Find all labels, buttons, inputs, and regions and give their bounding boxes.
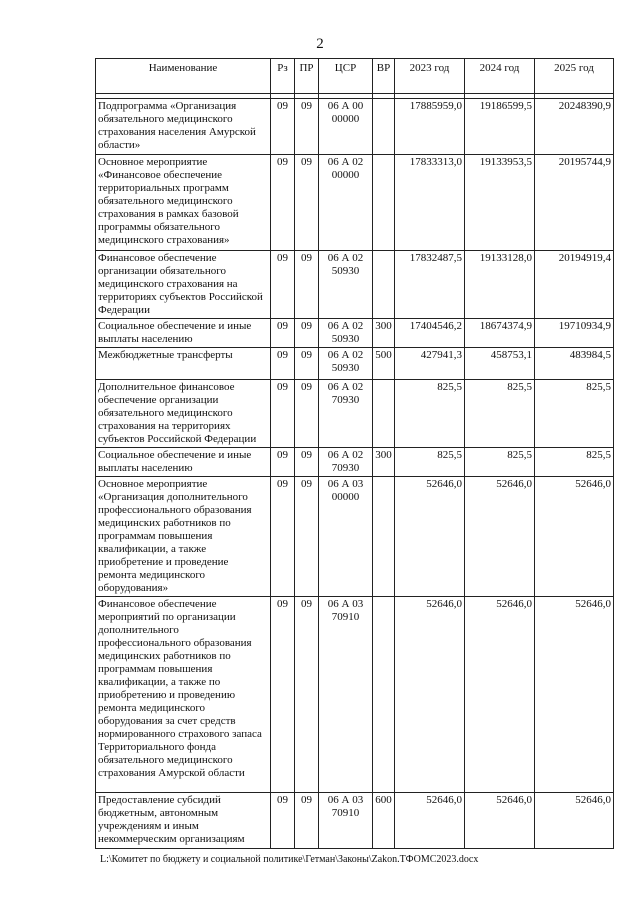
row-vr: 300 (373, 319, 395, 348)
table-row (96, 319, 614, 348)
table-row (96, 597, 614, 793)
row-name: Подпрограмма «Организация обязательного медицинского страхования населения Амурской области» (96, 99, 271, 155)
row-value-2024: 458753,1 (465, 348, 535, 380)
row-csr: 06 А 02 50930 (319, 251, 373, 319)
row-csr: 06 А 02 50930 (319, 319, 373, 348)
row-value-2025: 52646,0 (535, 793, 614, 849)
row-rz: 09 (271, 448, 295, 477)
row-value-2025: 825,5 (535, 380, 614, 448)
row-rz: 09 (271, 348, 295, 380)
row-pr: 09 (295, 99, 319, 155)
row-value-2023: 17833313,0 (395, 155, 465, 251)
table-row (96, 793, 614, 849)
row-value-2024: 19186599,5 (465, 99, 535, 155)
row-rz: 09 (271, 597, 295, 793)
table-header-row (96, 59, 614, 94)
row-pr: 09 (295, 155, 319, 251)
header-rz: Рз (271, 59, 295, 94)
row-value-2024: 18674374,9 (465, 319, 535, 348)
footer-file-path: L:\Комитет по бюджету и социальной политике\Гетман\Законы\Zakon.ТФОМС2023.docx (100, 854, 479, 865)
row-vr: 300 (373, 448, 395, 477)
header-vr: ВР (373, 59, 395, 94)
row-rz: 09 (271, 251, 295, 319)
row-vr: 600 (373, 793, 395, 849)
row-value-2023: 52646,0 (395, 477, 465, 597)
row-vr: 500 (373, 348, 395, 380)
row-name: Основное мероприятие «Организация дополнительного профессионального образования медицинских работников по программам повышения квалификации, а также приобретение и проведение ремонта медицинского оборудования» (96, 477, 271, 597)
row-value-2024: 825,5 (465, 380, 535, 448)
row-name: Дополнительное финансовое обеспечение организации обязательного медицинского страхования на территориях субъектов Российской Федерации (96, 380, 271, 448)
page-number: 2 (316, 36, 324, 52)
table-row (96, 251, 614, 319)
header-pr: ПР (295, 59, 319, 94)
row-csr: 06 А 03 00000 (319, 477, 373, 597)
row-rz: 09 (271, 155, 295, 251)
row-csr: 06 А 02 50930 (319, 348, 373, 380)
row-name: Основное мероприятие «Финансовое обеспечение территориальных программ обязательного медицинского страхования в рамках базовой программы обязательного медицинского страхования» (96, 155, 271, 251)
row-csr: 06 А 00 00000 (319, 99, 373, 155)
row-value-2025: 483984,5 (535, 348, 614, 380)
row-pr: 09 (295, 793, 319, 849)
row-name: Предоставление субсидий бюджетным, автономным учреждениям и иным некоммерческим организациям (96, 793, 271, 849)
header-2024: 2024 год (465, 59, 535, 94)
row-value-2024: 52646,0 (465, 793, 535, 849)
row-value-2025: 19710934,9 (535, 319, 614, 348)
row-value-2024: 19133128,0 (465, 251, 535, 319)
table-row (96, 477, 614, 597)
row-value-2025: 825,5 (535, 448, 614, 477)
row-vr (373, 597, 395, 793)
row-csr: 06 А 02 70930 (319, 448, 373, 477)
row-pr: 09 (295, 448, 319, 477)
table-row (96, 348, 614, 380)
row-csr: 06 А 03 70910 (319, 793, 373, 849)
row-name: Финансовое обеспечение организации обязательного медицинского страхования на территориях субъектов Российской Федерации (96, 251, 271, 319)
header-2025: 2025 год (535, 59, 614, 94)
table-row (96, 99, 614, 155)
budget-table (95, 58, 614, 849)
row-value-2024: 825,5 (465, 448, 535, 477)
row-value-2023: 52646,0 (395, 597, 465, 793)
row-value-2023: 825,5 (395, 380, 465, 448)
row-value-2023: 427941,3 (395, 348, 465, 380)
row-rz: 09 (271, 793, 295, 849)
row-value-2025: 52646,0 (535, 477, 614, 597)
row-csr: 06 А 02 00000 (319, 155, 373, 251)
row-pr: 09 (295, 597, 319, 793)
row-value-2025: 52646,0 (535, 597, 614, 793)
row-rz: 09 (271, 477, 295, 597)
row-name: Социальное обеспечение и иные выплаты населению (96, 448, 271, 477)
row-value-2025: 20194919,4 (535, 251, 614, 319)
row-pr: 09 (295, 380, 319, 448)
row-value-2023: 17832487,5 (395, 251, 465, 319)
row-value-2023: 17885959,0 (395, 99, 465, 155)
row-value-2024: 52646,0 (465, 597, 535, 793)
row-csr: 06 А 02 70930 (319, 380, 373, 448)
row-rz: 09 (271, 380, 295, 448)
row-rz: 09 (271, 99, 295, 155)
row-pr: 09 (295, 477, 319, 597)
header-name: Наименование (96, 59, 271, 94)
row-vr (373, 380, 395, 448)
row-value-2023: 52646,0 (395, 793, 465, 849)
row-vr (373, 477, 395, 597)
header-csr: ЦСР (319, 59, 373, 94)
row-value-2024: 19133953,5 (465, 155, 535, 251)
row-vr (373, 155, 395, 251)
row-value-2025: 20248390,9 (535, 99, 614, 155)
row-rz: 09 (271, 319, 295, 348)
row-value-2024: 52646,0 (465, 477, 535, 597)
row-value-2025: 20195744,9 (535, 155, 614, 251)
row-value-2023: 17404546,2 (395, 319, 465, 348)
table-row (96, 448, 614, 477)
row-pr: 09 (295, 319, 319, 348)
row-pr: 09 (295, 348, 319, 380)
row-value-2023: 825,5 (395, 448, 465, 477)
row-name: Социальное обеспечение и иные выплаты населению (96, 319, 271, 348)
row-name: Финансовое обеспечение мероприятий по организации дополнительного профессионального образования медицинских работников по программам повышения квалификации, а также по приобретению и проведению ремонта медицинского оборудования за счет средств нормированного страхового запаса Территориального фонда обязательного медицинского страхования Амурской области (96, 597, 271, 793)
row-name: Межбюджетные трансферты (96, 348, 271, 380)
header-2023: 2023 год (395, 59, 465, 94)
row-vr (373, 99, 395, 155)
table-row (96, 380, 614, 448)
row-vr (373, 251, 395, 319)
row-csr: 06 А 03 70910 (319, 597, 373, 793)
table-row (96, 155, 614, 251)
row-pr: 09 (295, 251, 319, 319)
